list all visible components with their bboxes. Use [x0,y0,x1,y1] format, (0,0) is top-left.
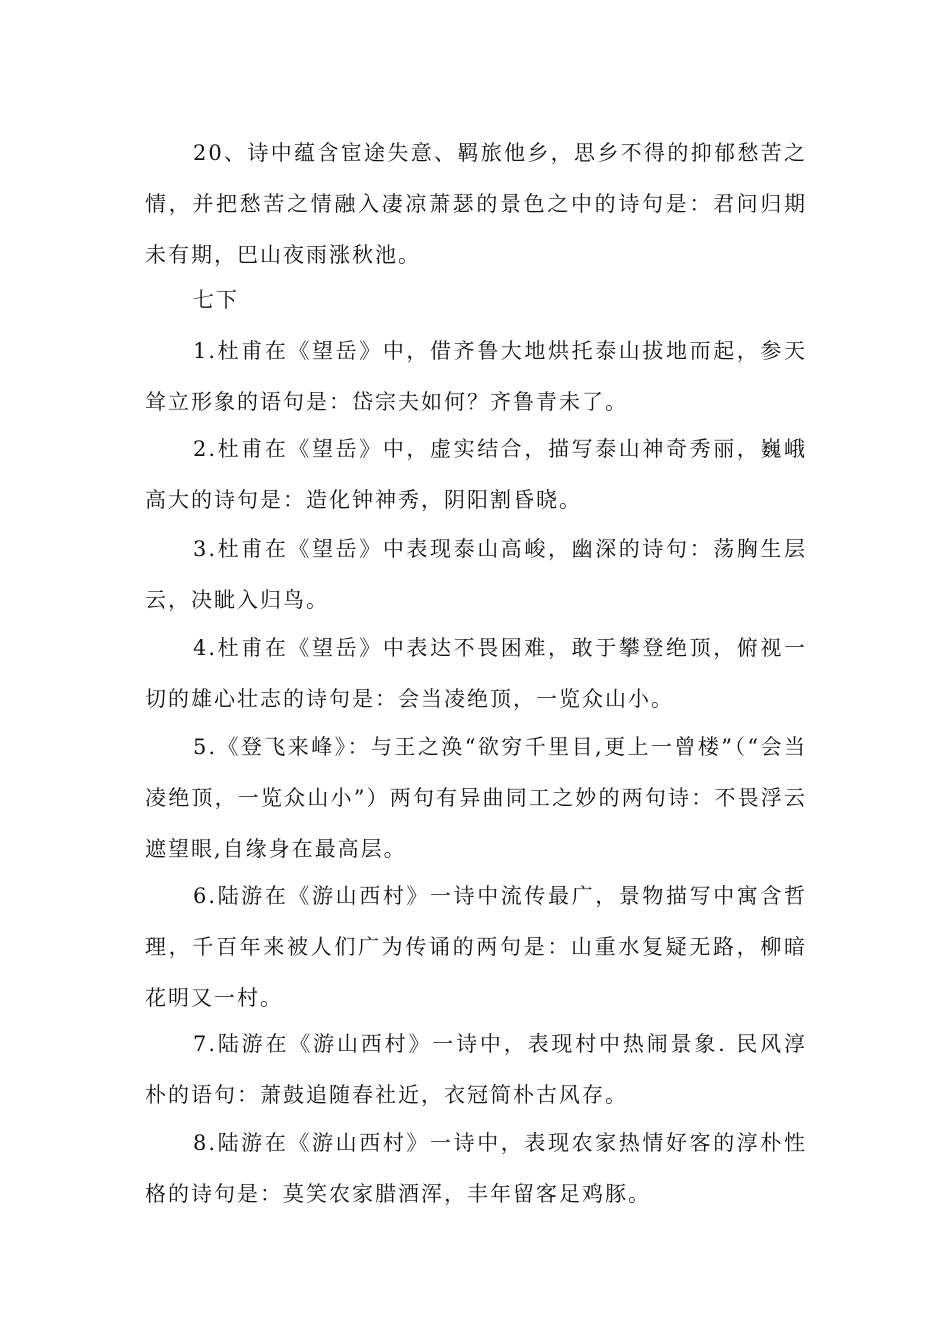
paragraph-5: 5.《登飞来峰》：与王之涣“欲穷千里目,更上一曾楼”（“会当凌绝顶，一览众山小”）两句有异曲同工之妙的两句诗：不畏浮云遮望眼,自缘身在最高层。 [145,735,807,861]
paragraph-6: 6.陆游在《游山西村》一诗中流传最广，景物描写中寓含哲理，千百年来被人们广为传诵的两句是：山重水复疑无路，柳暗花明又一村。 [145,884,807,1010]
paragraph-20: 20、诗中蕴含宦途失意、羁旅他乡，思乡不得的抑郁愁苦之情，并把愁苦之情融入凄凉萧瑟的景色之中的诗句是：君问归期未有期，巴山夜雨涨秋池。 [145,141,807,267]
paragraph-1: 1.杜甫在《望岳》中，借齐鲁大地烘托泰山拔地而起，参天耸立形象的语句是：岱宗夫如何？齐鲁青未了。 [145,339,807,414]
paragraph-8: 8.陆游在《游山西村》一诗中，表现农家热情好客的淳朴性格的诗句是：莫笑农家腊酒浑，丰年留客足鸡豚。 [145,1131,807,1206]
paragraph-4: 4.杜甫在《望岳》中表达不畏困难，敢于攀登绝顶，俯视一切的雄心壮志的诗句是：会当凌绝顶，一览众山小。 [145,636,807,711]
paragraph-2: 2.杜甫在《望岳》中，虚实结合，描写泰山神奇秀丽，巍峨高大的诗句是：造化钟神秀，阴阳割昏晓。 [145,437,807,512]
section-heading: 七下 [193,288,239,312]
paragraph-3: 3.杜甫在《望岳》中表现泰山高峻，幽深的诗句：荡胸生层云，决眦入归鸟。 [145,537,807,612]
paragraph-7: 7.陆游在《游山西村》一诗中，表现村中热闹景象. 民风淳朴的语句：萧鼓追随春社近，衣冠简朴古风存。 [145,1032,807,1107]
